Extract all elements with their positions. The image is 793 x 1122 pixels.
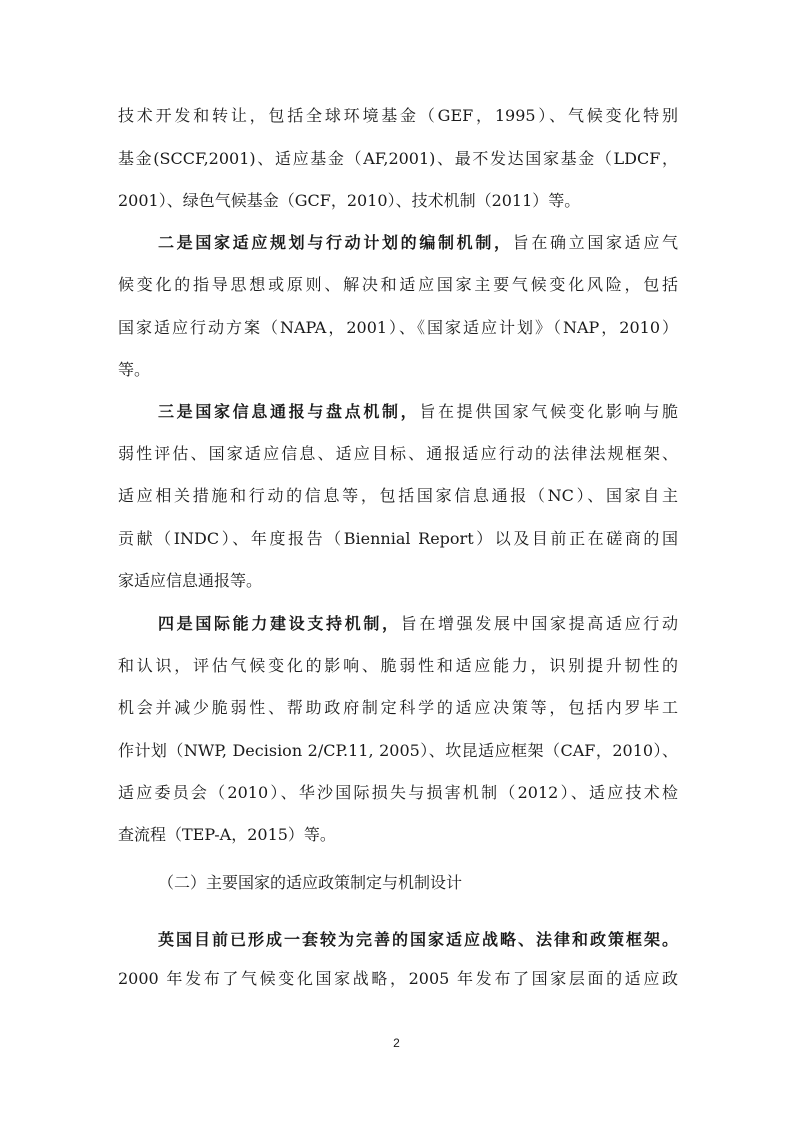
text-span: 旨在确立国家适应气 [512,233,678,252]
bold-lead: 三是国家信息通报与盘点机制， [158,402,420,421]
text-line: 技术开发和转让，包括全球环境基金（GEF，1995）、气候变化特别 [118,106,678,125]
text-line: 2000 年发布了气候变化国家战略，2005 年发布了国家层面的适应政 [118,969,678,988]
text-line: 机会并减少脆弱性、帮助政府制定科学的适应决策等，包括内罗毕工 [118,698,678,717]
text-line: 等。 [118,360,151,379]
bold-lead: 英国目前已形成一套较为完善的国家适应战略、法律和政策框架。 [158,930,678,949]
paragraph-first-line [158,228,678,258]
page-number: 2 [393,1036,400,1050]
text-span: 旨在增强发展中国家提高适应行动 [400,614,678,633]
text-line: 候变化的指导思想或原则、解决和适应国家主要气候变化风险，包括 [118,275,678,294]
bold-lead: 二是国家适应规划与行动计划的编制机制， [158,233,513,252]
text-line: 国家适应行动方案（NAPA，2001）、《国家适应计划》（NAP，2010） [118,318,678,337]
paragraph-first-line [158,609,678,639]
text-line: 弱性评估、国家适应信息、适应目标、通报适应行动的法律法规框架、 [118,444,678,463]
text-line: 适应相关措施和行动的信息等，包括国家信息通报（NC）、国家自主 [118,486,678,505]
text-line: 和认识，评估气候变化的影响、脆弱性和适应能力，识别提升韧性的 [118,656,678,675]
paragraph-first-line [158,397,678,427]
text-line: 2001）、绿色气候基金（GCF，2010）、技术机制（2011）等。 [118,191,581,210]
text-line: 适应委员会（2010）、华沙国际损失与损害机制（2012）、适应技术检 [118,783,678,802]
bold-lead: 四是国际能力建设支持机制， [158,614,401,633]
text-span: 旨在提供国家气候变化影响与脆 [419,402,678,421]
text-line: 贡献（INDC）、年度报告（Biennial Report）以及目前正在磋商的国 [118,529,678,548]
text-line: 查流程（TEP-A，2015）等。 [118,825,336,844]
text-line: 作计划（NWP, Decision 2/CP.11, 2005）、坎昆适应框架（CAF，2010）、 [118,741,678,760]
text-line: 基金(SCCF,2001)、适应基金（AF,2001)、最不发达国家基金（LDCF， [118,149,678,168]
section-heading: （二）主要国家的适应政策制定与机制设计 [158,873,463,892]
text-line: 家适应信息通报等。 [118,571,263,590]
